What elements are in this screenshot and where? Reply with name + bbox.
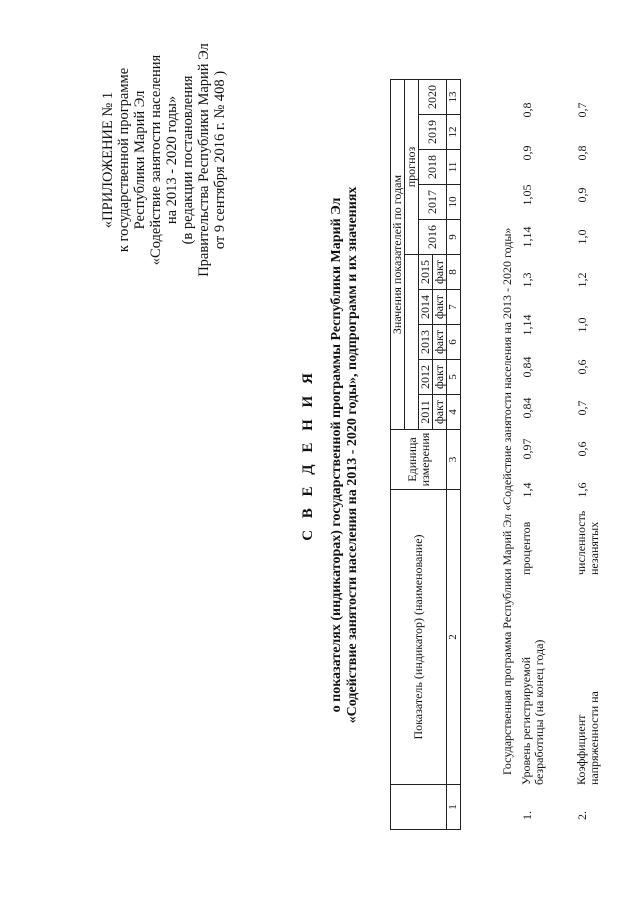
appendix-line: Правительства Республики Марий Эл: [196, 43, 212, 277]
row-name-line: Коэффициент: [574, 714, 588, 785]
section-title: Государственная программа Республики Марий Эл «Содействие занятости населения на 2013 - 2020 годы»: [500, 227, 514, 775]
value-cell: 0,7: [575, 102, 589, 118]
value-cell: 1,14: [520, 226, 534, 248]
year-cell: 2015: [419, 255, 433, 290]
col-number: 8: [447, 255, 461, 290]
value-cell: 1,05: [520, 184, 534, 206]
col-number: 1: [447, 785, 461, 830]
header-unit: Единица измерения: [391, 430, 447, 490]
row-indicator-name: [575, 595, 601, 785]
col-number: 9: [447, 220, 461, 255]
document-heading: [300, 45, 361, 865]
year-cell: 2011: [419, 395, 433, 430]
appendix-line: Республики Марий Эл: [132, 90, 148, 230]
value-cell: 1,0: [575, 229, 589, 245]
year-cell: 2017: [419, 185, 447, 220]
year-cell: 2012: [419, 360, 433, 395]
value-cell: 1,2: [575, 272, 589, 288]
appendix-line: «ПРИЛОЖЕНИЕ № 1: [100, 91, 116, 229]
col-number: 2: [447, 490, 461, 785]
year-cell: 2019: [419, 115, 447, 150]
row-name-line: безработицы (на конец года): [532, 639, 546, 785]
row-unit: процентов: [519, 521, 533, 575]
fact-cell: факт: [433, 255, 447, 290]
fact-cell: факт: [433, 325, 447, 360]
row-unit: [575, 511, 601, 575]
header-indicator: Показатель (индикатор) (наименование): [391, 490, 447, 785]
value-cell: 1,4: [520, 482, 534, 498]
row-indicator-name: [520, 595, 546, 785]
col-number: 13: [447, 80, 461, 115]
header-values: Значения показателей по годам: [391, 80, 405, 430]
cell-blank: [391, 785, 447, 830]
year-cell: 2014: [419, 290, 433, 325]
year-cell: 2020: [419, 80, 447, 115]
row-number: 1.: [520, 811, 534, 820]
appendix-line: на 2013 - 2020 годы»: [164, 95, 180, 225]
indicators-table: [390, 79, 461, 830]
fact-cell: факт: [433, 395, 447, 430]
value-cell: 0,8: [575, 145, 589, 161]
col-number: 4: [447, 395, 461, 430]
row-unit-line: численность: [574, 510, 588, 575]
appendix-line: от 9 сентября 2016 г. № 408 ): [212, 70, 228, 250]
header-forecast: прогноз: [405, 80, 419, 255]
value-cell: 1,6: [575, 482, 589, 498]
value-cell: 0,9: [520, 145, 534, 161]
row-name-line: Уровень регистрируемой: [519, 656, 533, 785]
value-cell: 1,14: [520, 314, 534, 336]
value-cell: 0,8: [520, 102, 534, 118]
row-name-line: напряженности на: [587, 691, 601, 785]
value-cell: 0,7: [575, 400, 589, 416]
value-cell: 0,9: [575, 187, 589, 203]
fact-cell: факт: [433, 360, 447, 395]
col-number: 12: [447, 115, 461, 150]
value-cell: 0,97: [520, 438, 534, 460]
value-cell: 0,6: [575, 359, 589, 375]
row-unit-line: незанятых: [587, 521, 601, 575]
appendix-header: [100, 0, 228, 320]
year-cell: 2013: [419, 325, 433, 360]
col-number: 11: [447, 150, 461, 185]
col-number: 3: [447, 430, 461, 490]
year-cell: 2016: [419, 220, 447, 255]
year-cell: 2018: [419, 150, 447, 185]
value-cell: 0,84: [520, 356, 534, 378]
value-cell: 0,6: [575, 441, 589, 457]
cell-blank: [405, 255, 419, 430]
col-number: 6: [447, 325, 461, 360]
document-title: С В Е Д Е Н И Я: [300, 369, 316, 541]
value-cell: 1,3: [520, 272, 534, 288]
appendix-line: (в редакции постановления: [180, 75, 196, 245]
row-number: 2.: [575, 811, 589, 820]
fact-cell: факт: [433, 290, 447, 325]
col-number: 5: [447, 360, 461, 395]
appendix-line: к государственной программе: [116, 67, 132, 253]
heading-line-1: о показателях (индикаторах) государственной программы Республики Марий Эл: [329, 197, 344, 713]
value-cell: 1,0: [575, 317, 589, 333]
col-number: 10: [447, 185, 461, 220]
appendix-line: «Содействие занятости населения: [148, 54, 164, 266]
value-cell: 0,84: [520, 397, 534, 419]
heading-line-2: «Содействие занятости населения на 2013 - 2020 годы», подпрограмм и их значениях: [345, 186, 360, 724]
col-number: 7: [447, 290, 461, 325]
